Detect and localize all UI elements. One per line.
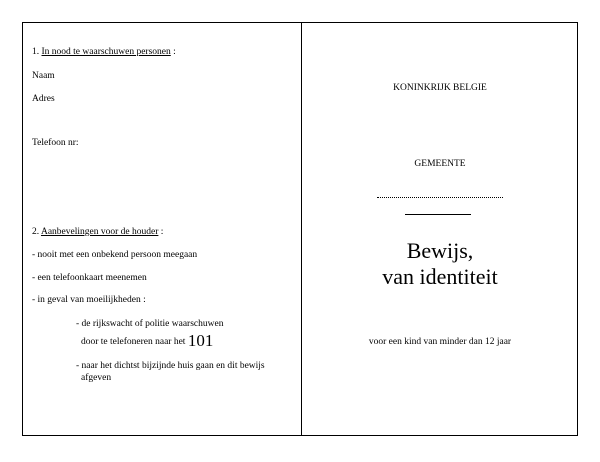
section2-title: Aanbevelingen voor de houder xyxy=(40,227,159,237)
card-title-line2: van identiteit xyxy=(382,264,498,289)
section2-heading: 2. Aanbevelingen voor de houder : xyxy=(32,227,164,237)
municipality-label: GEMEENTE xyxy=(414,159,466,169)
identity-card-sheet xyxy=(22,22,578,436)
sub-advice-house-line2: afgeven xyxy=(81,373,112,383)
card-title-line1: Bewijs, xyxy=(406,238,474,263)
emergency-number: 101 xyxy=(187,331,214,350)
card-subtitle: voor een kind van minder dan 12 jaar xyxy=(368,337,512,347)
advice-item: - in geval van moeilijkheden : xyxy=(32,295,146,305)
municipality-dotted-line xyxy=(377,197,503,198)
advice-item: - nooit met een onbekend persoon meegaan xyxy=(32,250,198,260)
section1-heading: 1. In nood te waarschuwen personen : xyxy=(32,47,176,57)
sub-advice-house: - naar het dichtst bijzijnde huis gaan en dit bewijs xyxy=(76,361,265,371)
sub-advice-police: - de rijkswacht of politie waarschuwen xyxy=(76,319,224,329)
phone-label: Telefoon nr: xyxy=(32,138,79,148)
address-label: Adres xyxy=(32,94,55,104)
sub-advice-police-line2: door te telefoneren naar het 101 xyxy=(81,331,214,350)
municipality-underline xyxy=(405,214,471,215)
name-label: Naam xyxy=(32,71,55,81)
section1-title: In nood te waarschuwen personen xyxy=(41,47,171,57)
advice-item: - een telefoonkaart meenemen xyxy=(32,273,147,283)
kingdom-title: KONINKRIJK BELGIE xyxy=(393,83,487,93)
